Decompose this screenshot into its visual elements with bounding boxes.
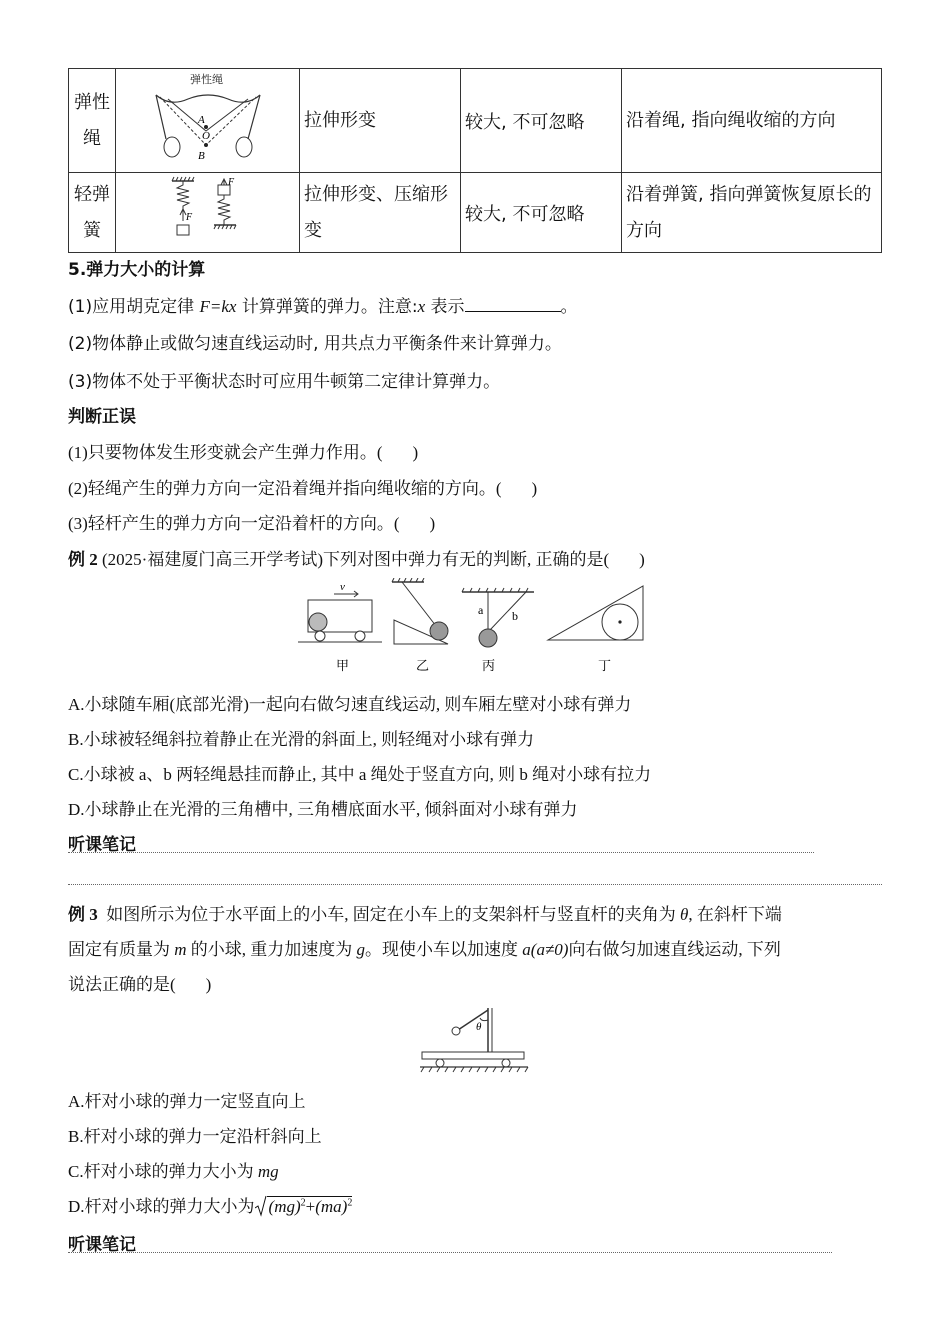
figure-label: 弹性绳 [189, 73, 223, 86]
example2-option-d: D.小球静止在光滑的三角槽中, 三角槽底面水平, 倾斜面对小球有弹力 [68, 800, 578, 819]
example3-option-a: A.杆对小球的弹力一定竖直向上 [68, 1092, 306, 1111]
section5-item2: (2)物体静止或做匀速直线运动时, 用共点力平衡条件来计算弹力。 [68, 334, 562, 354]
svg-text:甲: 甲 [336, 659, 350, 674]
example2-stem: 例 2 (2025·福建厦门高三开学考试)下列对图中弹力有无的判断, 正确的是( ) [68, 550, 645, 569]
elastic-force-table [68, 68, 882, 253]
example2-option-c: C.小球被 a、b 两轻绳悬挂而静止, 其中 a 绳处于竖直方向, 则 b 绳对小球有拉力 [68, 765, 652, 784]
figure-jia [298, 581, 382, 674]
notes-line[interactable] [68, 884, 882, 885]
svg-text:丙: 丙 [482, 659, 496, 674]
example3-cart-figure [418, 1004, 530, 1074]
deformation-cell: 拉伸形变 [300, 69, 461, 173]
figure-ding [548, 586, 643, 674]
section5-item3: (3)物体不处于平衡状态时可应用牛顿第二定律计算弹力。 [68, 372, 501, 392]
table-row-elastic-rope [69, 69, 882, 173]
notes-label: 听课笔记 [68, 835, 136, 855]
spring-diagram [158, 175, 258, 245]
judge-item-2: (2)轻绳产生的弹力方向一定沿着绳并指向绳收缩的方向。( ) [68, 479, 538, 498]
svg-text:乙: 乙 [416, 659, 430, 674]
deformation-cell: 拉伸形变、压缩形变 [300, 173, 461, 253]
notes-line[interactable] [68, 1252, 832, 1253]
example3-line2: 固定有质量为 m 的小球, 重力加速度为 g。现使小车以加速度 a(a≠0)向右做匀加速直线运动, 下列 [68, 940, 781, 959]
svg-text:v: v [340, 581, 345, 593]
example3-line1: 例 3 如图所示为位于水平面上的小车, 固定在小车上的支架斜杆与竖直杆的夹角为 θ, 在斜杆下端 [68, 905, 782, 924]
point-a: A [197, 114, 205, 126]
example3-option-d: D.杆对小球的弹力大小为 (mg)$^2$+(ma)$^2$ [68, 1197, 353, 1216]
example3-label: 例 3 [68, 905, 98, 924]
elastic-rope-diagram [148, 69, 268, 167]
elastic-rope-figure [116, 69, 300, 173]
example2-option-b: B.小球被轻绳斜拉着静止在光滑的斜面上, 则轻绳对小球有弹力 [68, 730, 535, 749]
judge-title: 判断正误 [68, 407, 136, 427]
spring-figure [116, 173, 300, 253]
figure-yi [392, 578, 448, 674]
fill-blank[interactable] [465, 297, 561, 312]
section5-title: 5.弹力大小的计算 [68, 260, 206, 280]
svg-text:丁: 丁 [598, 659, 612, 674]
example2-label: 例 2 [68, 550, 98, 569]
svg-text:b: b [512, 609, 518, 623]
example3-option-c: C.杆对小球的弹力大小为 mg [68, 1162, 279, 1181]
force-label: F [185, 212, 192, 223]
sqrt-expression: (mg)$^2$+(ma)$^2$ [255, 1197, 353, 1217]
notes-label-2: 听课笔记 [68, 1235, 136, 1255]
example3-option-b: B.杆对小球的弹力一定沿杆斜向上 [68, 1127, 322, 1146]
figure-bing [462, 588, 534, 674]
magnitude-cell: 较大, 不可忽略 [461, 173, 622, 253]
example2-option-a: A.小球随车厢(底部光滑)一起向右做匀速直线运动, 则车厢左壁对小球有弹力 [68, 695, 632, 714]
sqrt-sign-icon [255, 1195, 267, 1217]
notes-line[interactable] [68, 852, 814, 853]
force-label-2: F [227, 177, 234, 188]
row-name: 弹性绳 [69, 69, 116, 173]
direction-cell: 沿着绳, 指向绳收缩的方向 [622, 69, 882, 173]
row-name: 轻弹簧 [69, 173, 116, 253]
direction-cell: 沿着弹簧, 指向弹簧恢复原长的方向 [622, 173, 882, 253]
section5-item1: (1)应用胡克定律 F=kx 计算弹簧的弹力。注意:x 表示 。 [68, 297, 578, 317]
judge-item-3: (3)轻杆产生的弹力方向一定沿着杆的方向。( ) [68, 514, 436, 533]
example3-line3: 说法正确的是( ) [68, 975, 212, 994]
example2-figure [298, 578, 658, 678]
magnitude-cell: 较大, 不可忽略 [461, 69, 622, 173]
point-b: B [197, 150, 205, 162]
point-o: O [201, 130, 210, 142]
svg-text:a: a [478, 603, 484, 617]
table-row-light-spring [69, 173, 882, 253]
judge-item-1: (1)只要物体发生形变就会产生弹力作用。( ) [68, 443, 419, 462]
theta-label: θ [476, 1021, 482, 1033]
